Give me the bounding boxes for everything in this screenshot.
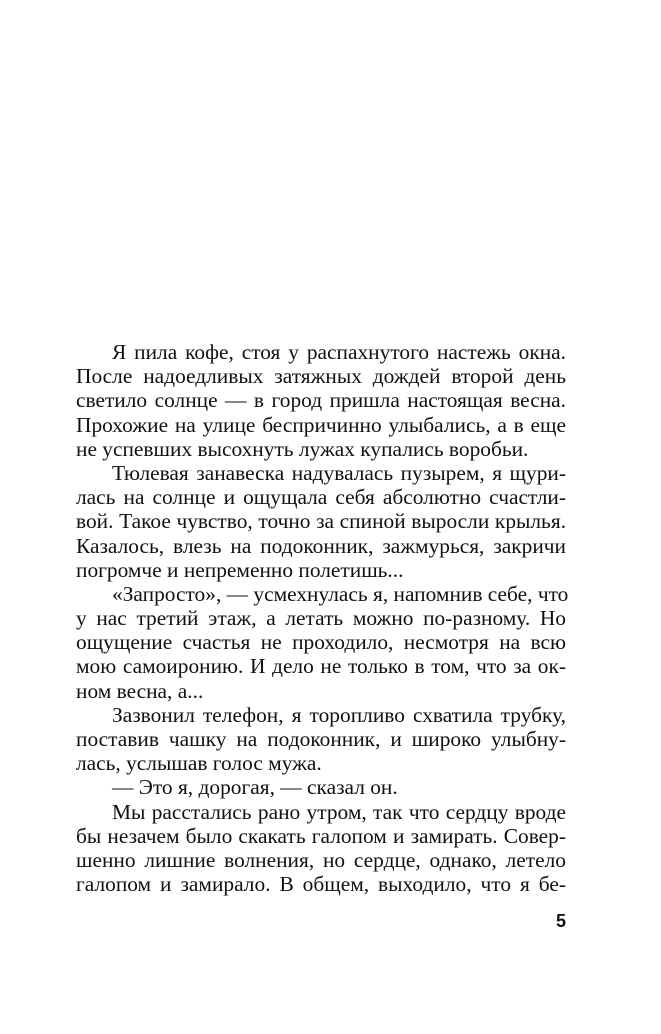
text-line: Тюлевая занавеска надувалась пузырем, я щури- — [112, 460, 566, 485]
text-line: Зазвонил телефон, я торопливо схватила трубку, — [112, 702, 566, 727]
text-line: мою самоиронию. И дело не только в том, что за ок- — [76, 654, 566, 679]
text-line: вой. Такое чувство, точно за спиной выросли крылья. — [76, 509, 566, 534]
text-line: поставив чашку на подоконник, и широко улыбну- — [76, 727, 566, 751]
text-line: погромче и непременно полетишь... — [76, 557, 404, 582]
text-line: лась, услышав голос мужа. — [76, 751, 322, 776]
paragraph — [76, 340, 566, 461]
text-line: «Запросто», — усмехнулась я, напомнив себе, что — [112, 581, 569, 606]
text-line: После надоедливых затяжных дождей второй день — [76, 364, 566, 389]
paragraph — [76, 581, 569, 703]
text-line: бы незачем было скакать галопом и замирать. Совер- — [76, 823, 566, 848]
paragraph — [76, 775, 566, 799]
text-line: лась на солнце и ощущала себя абсолютно счастли- — [76, 485, 566, 510]
page-number: 5 — [555, 911, 566, 931]
text-line: не успевших высохнуть лужах купались воробьи. — [76, 436, 529, 461]
body-text — [76, 340, 569, 897]
text-line: галопом и замирало. В общем, выходило, что я бе- — [76, 872, 566, 897]
text-line: Прохожие на улице беспричинно улыбались, а в еще — [76, 412, 566, 437]
text-line: — Это я, дорогая, — сказал он. — [112, 775, 398, 800]
text-line: ном весна, а... — [76, 678, 204, 703]
text-line: Казалось, влезь на подоконник, зажмурься, закричи — [76, 533, 566, 558]
paragraph — [76, 800, 566, 897]
text-line: Мы расстались рано утром, так что сердцу вроде — [112, 799, 566, 824]
text-line: ощущение счастья не проходило, несмотря на всю — [76, 630, 566, 655]
text-line: шенно лишние волнения, но сердце, однако, летело — [76, 847, 566, 872]
text-line: у нас третий этаж, а летать можно по-разному. Но — [76, 606, 566, 631]
paragraph — [76, 461, 566, 582]
text-line: Я пила кофе, стоя у распахнутого настежь окна. — [112, 340, 566, 364]
text-line: светило солнце — в город пришла настоящая весна. — [76, 388, 566, 413]
paragraph — [76, 703, 566, 776]
